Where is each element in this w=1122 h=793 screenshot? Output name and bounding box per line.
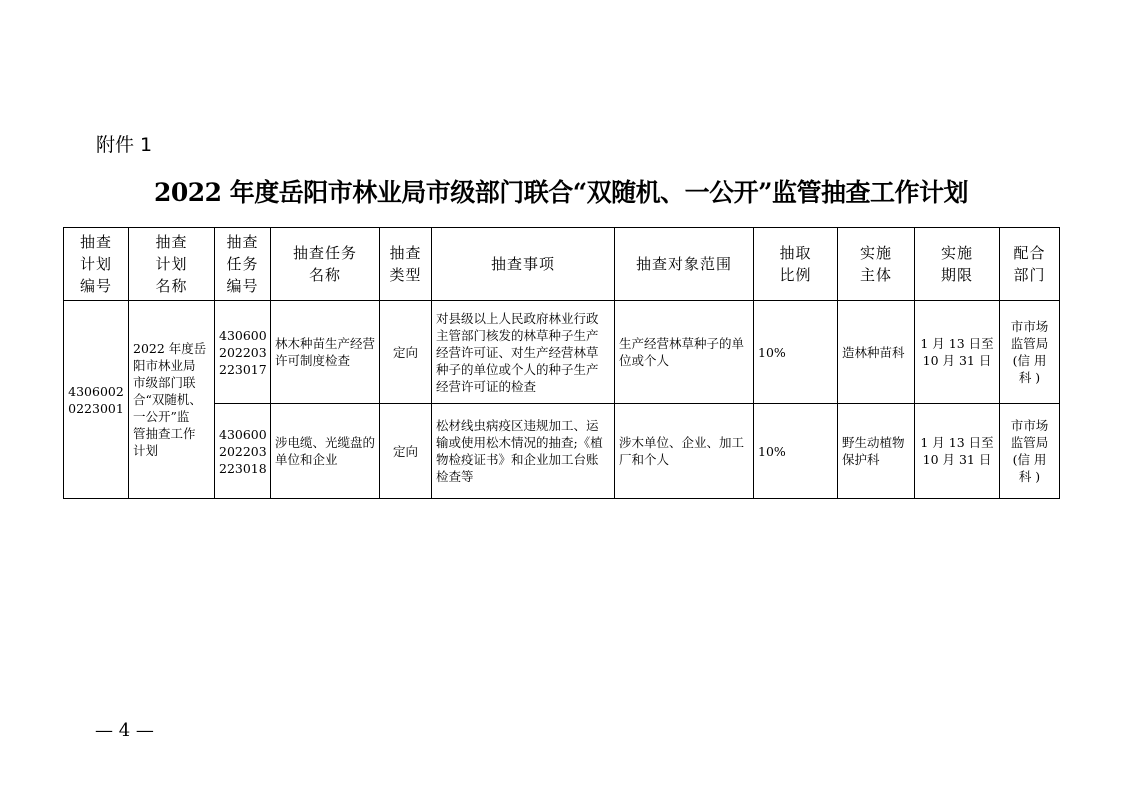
page-number: — 4 — [95,720,154,741]
header-items: 抽查事项 [432,228,615,301]
task-name-cell: 涉电缆、光缆盘的单位和企业 [271,404,380,499]
task-id-cell: 430600 202203 223018 [215,404,271,499]
table-row [64,301,1060,404]
coop-cell: 市市场 监管局 (信 用 科 ) [1000,404,1060,499]
header-scope: 抽查对象范围 [615,228,754,301]
header-task-name: 抽查任务 名称 [271,228,380,301]
ratio-cell: 10% [754,301,838,404]
header-plan-id: 抽查 计划 编号 [64,228,129,301]
task-name-cell: 林木种苗生产经营许可制度检查 [271,301,380,404]
document-title: 2022 年度岳阳市林业局市级部门联合“双随机、一公开”监管抽查工作计划 [153,178,969,207]
header-coop: 配合 部门 [1000,228,1060,301]
header-executor: 实施 主体 [838,228,915,301]
scope-cell: 涉木单位、企业、加工厂和个人 [615,404,754,499]
plan-name-cell: 2022 年度岳 阳市林业局 市级部门联 合“双随机、 一公开”监 管抽查工作 计划 [129,301,215,499]
period-cell: 1 月 13 日至 10 月 31 日 [915,404,1000,499]
table-header-row [64,228,1060,301]
header-plan-name: 抽查 计划 名称 [129,228,215,301]
items-cell: 对县级以上人民政府林业行政主管部门核发的林草种子生产经营许可证、对生产经营林草种子的单位或个人的种子生产经营许可证的检查 [432,301,615,404]
items-cell: 松材线虫病疫区违规加工、运输或使用松木情况的抽查;《植物检疫证书》和企业加工台账检查等 [432,404,615,499]
type-cell: 定向 [380,404,432,499]
header-ratio: 抽取 比例 [754,228,838,301]
attachment-label: 附件 1 [96,134,153,156]
inspection-plan-table [63,227,1060,499]
header-type: 抽查 类型 [380,228,432,301]
executor-cell: 野生动植物保护科 [838,404,915,499]
type-cell: 定向 [380,301,432,404]
coop-cell: 市市场 监管局 (信 用 科 ) [1000,301,1060,404]
scope-cell: 生产经营林草种子的单位或个人 [615,301,754,404]
header-task-id: 抽查 任务 编号 [215,228,271,301]
header-period: 实施 期限 [915,228,1000,301]
task-id-cell: 430600 202203 223017 [215,301,271,404]
plan-id-cell: 4306002 0223001 [64,301,129,499]
ratio-cell: 10% [754,404,838,499]
period-cell: 1 月 13 日至 10 月 31 日 [915,301,1000,404]
executor-cell: 造林种苗科 [838,301,915,404]
